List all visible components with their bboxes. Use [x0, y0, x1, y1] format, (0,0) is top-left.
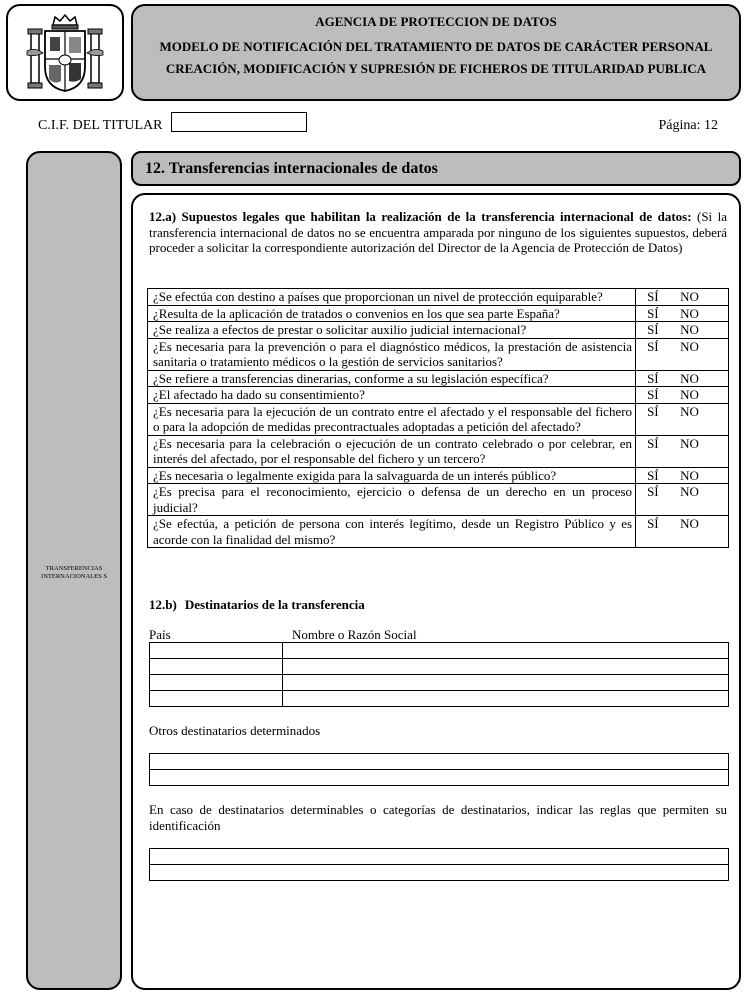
answer-options	[636, 403, 729, 435]
document-header	[131, 4, 741, 101]
section-a-heading: 12.a) Supuestos legales que habilitan la realización de la transferencia internacional de datos:	[149, 209, 692, 224]
yes-option[interactable]: SÍ	[647, 370, 659, 386]
question-text: ¿Se efectúa con destino a países que proporcionan un nivel de protección equiparable?	[148, 289, 636, 306]
section-b-number: 12.b)	[149, 597, 177, 612]
yes-option[interactable]: SÍ	[647, 403, 659, 419]
question-row	[148, 289, 729, 306]
answer-options	[636, 338, 729, 370]
no-option[interactable]: NO	[680, 484, 699, 499]
country-field[interactable]	[150, 659, 283, 675]
identification-rule-field[interactable]	[150, 849, 729, 865]
header-subtitle: CREACIÓN, MODIFICACIÓN Y SUPRESIÓN DE FICHEROS DE TITULARIDAD PUBLICA	[165, 61, 707, 76]
question-text: ¿El afectado ha dado su consentimiento?	[148, 387, 636, 404]
answer-options	[636, 435, 729, 467]
section-a-intro	[149, 209, 727, 256]
yes-option[interactable]: SÍ	[647, 338, 659, 354]
question-row	[148, 403, 729, 435]
answer-options	[636, 305, 729, 322]
sidebar-label: TRANSFERENCIAS INTERNACIONALES S	[41, 565, 107, 580]
yes-option[interactable]: SÍ	[647, 387, 659, 402]
other-recipients-table	[149, 753, 729, 786]
country-field[interactable]	[150, 691, 283, 707]
table-row	[150, 849, 729, 865]
page-number: Página: 12	[658, 118, 718, 133]
no-option[interactable]: NO	[680, 467, 699, 483]
question-row	[148, 338, 729, 370]
company-name-field[interactable]	[283, 643, 729, 659]
answer-options	[636, 467, 729, 484]
question-text: ¿Se realiza a efectos de prestar o solicitar auxilio judicial internacional?	[148, 322, 636, 339]
yes-option[interactable]: SÍ	[647, 484, 659, 499]
identification-rule-field[interactable]	[150, 865, 729, 881]
other-recipients-label: Otros destinatarios determinados	[149, 723, 321, 738]
question-text: ¿Resulta de la aplicación de tratados o convenios en los que sea parte España?	[148, 305, 636, 322]
identification-rules-label: En caso de destinatarios determinables o categorías de destinatarios, indicar las reglas que permiten su identificación	[149, 802, 727, 833]
table-row	[150, 691, 729, 707]
no-option[interactable]: NO	[680, 370, 699, 386]
question-row	[148, 516, 729, 548]
yes-option[interactable]: SÍ	[647, 467, 659, 483]
yes-option[interactable]: SÍ	[647, 435, 659, 451]
recipients-table	[149, 642, 729, 707]
other-recipient-field[interactable]	[150, 754, 729, 770]
table-row	[150, 659, 729, 675]
answer-options	[636, 289, 729, 306]
table-row	[150, 675, 729, 691]
country-field[interactable]	[150, 675, 283, 691]
question-text: ¿Es necesaria para la prevención o para el diagnóstico médicos, la prestación de asistencia sanitaria o tratamiento médicos o la gestión de servicios sanitarios?	[148, 338, 636, 370]
logo-box	[6, 4, 124, 101]
country-field[interactable]	[150, 643, 283, 659]
question-text: ¿Es necesaria para la celebración o ejecución de un contrato celebrado o por celebrar, en interés del afectado, por el responsable del fichero y un tercero?	[148, 435, 636, 467]
no-option[interactable]: NO	[680, 387, 699, 402]
no-option[interactable]: NO	[680, 322, 699, 337]
section-b-heading	[149, 597, 365, 613]
no-option[interactable]: NO	[680, 435, 699, 451]
no-option[interactable]: NO	[680, 516, 699, 531]
company-name-field[interactable]	[283, 691, 729, 707]
company-name-column-header: Nombre o Razón Social	[292, 627, 417, 642]
no-option[interactable]: NO	[680, 289, 699, 304]
answer-options	[636, 484, 729, 516]
yes-option[interactable]: SÍ	[647, 289, 659, 304]
header-model-title: MODELO DE NOTIFICACIÓN DEL TRATAMIENTO DE DATOS DE CARÁCTER PERSONAL	[159, 39, 713, 54]
section-b-title: Destinatarios de la transferencia	[184, 597, 365, 612]
company-name-field[interactable]	[283, 659, 729, 675]
no-option[interactable]: NO	[680, 403, 699, 419]
table-row	[150, 754, 729, 770]
answer-options	[636, 370, 729, 387]
legal-basis-table	[147, 288, 729, 548]
no-option[interactable]: NO	[680, 338, 699, 354]
other-recipient-field[interactable]	[150, 770, 729, 786]
company-name-field[interactable]	[283, 675, 729, 691]
cif-label: C.I.F. DEL TITULAR	[38, 118, 163, 133]
question-row	[148, 305, 729, 322]
yes-option[interactable]: SÍ	[647, 305, 659, 321]
cif-field[interactable]	[171, 112, 307, 132]
question-text: ¿Es necesaria para la ejecución de un contrato entre el afectado y el responsable del fichero o para la adopción de medidas precontractuales adoptadas a petición del afectado?	[148, 403, 636, 435]
question-text: ¿Es precisa para el reconocimiento, ejercicio o defensa de un derecho en un proceso judicial?	[148, 484, 636, 516]
table-row	[150, 770, 729, 786]
answer-options	[636, 322, 729, 339]
answer-options	[636, 387, 729, 404]
question-row	[148, 467, 729, 484]
table-row	[150, 865, 729, 881]
table-row	[150, 643, 729, 659]
section-a-description: (Si la transferencia internacional de datos no se encuentra amparada por ninguno de los siguientes supuestos, deberá proceder a solicitar la correspondiente autorización del Director de la Agencia de Protección de Datos)	[149, 209, 727, 255]
question-row	[148, 370, 729, 387]
question-row	[148, 435, 729, 467]
question-row	[148, 387, 729, 404]
question-text: ¿Es necesaria o legalmente exigida para la salvaguarda de un interés público?	[148, 467, 636, 484]
identification-rules-table	[149, 848, 729, 881]
question-text: ¿Se efectúa, a petición de persona con interés legítimo, desde un Registro Público y es acorde con la finalidad del mismo?	[148, 516, 636, 548]
question-text: ¿Se refiere a transferencias dinerarias, conforme a su legislación específica?	[148, 370, 636, 387]
header-agency: AGENCIA DE PROTECCION DE DATOS	[315, 14, 557, 29]
yes-option[interactable]: SÍ	[647, 516, 659, 531]
question-row	[148, 322, 729, 339]
answer-options	[636, 516, 729, 548]
question-row	[148, 484, 729, 516]
section-sidebar	[26, 151, 122, 990]
no-option[interactable]: NO	[680, 305, 699, 321]
country-column-header: País	[149, 627, 171, 642]
content-panel	[131, 193, 741, 990]
coat-of-arms-logo	[25, 11, 105, 95]
yes-option[interactable]: SÍ	[647, 322, 659, 337]
section-title: 12. Transferencias internacionales de datos	[131, 151, 741, 186]
